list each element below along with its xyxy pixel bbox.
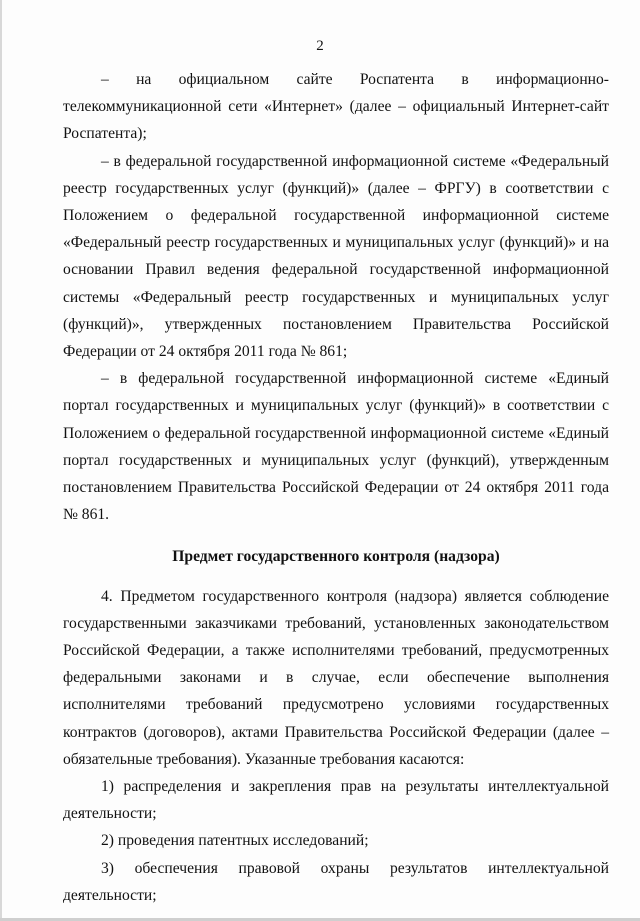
paragraph-epgu: – в федеральной государственной информационной системе «Единый портал государственных и муниципальных услуг (функций)» в соответствии с Положением о федеральной государственной информационной системе «Единый портал государственных и муниципальных услуг (функций), утвержденным постановлением Правительства Российской Федерации от 24 октября 2011 года № 861. (63, 370, 609, 524)
document-body (63, 66, 609, 909)
list-item-1: 1) распределения и закрепления прав на результаты интеллектуальной деятельности; (63, 778, 609, 823)
list-item-2: 2) проведения патентных исследований; (101, 832, 369, 850)
paragraph-subject-of-control: 4. Предметом государственного контроля (надзора) является соблюдение государственными заказчиками требований, установленных законодательством Российской Федерации, а также исполнителями требований, предусмотренных федеральными законами и в случае, если обеспечение выполнения исполнителями требований предусмотрено условиями государственных контрактов (договоров), актами Правительства Российской Федерации (далее – обязательные требования). Указанные требования касаются: (63, 587, 609, 768)
paragraph-frgu: – в федеральной государственной информационной системе «Федеральный реестр государственных услуг (функций)» (далее – ФРГУ) в соответствии с Положением о федеральной государственной информационной системе «Федеральный реестр государственных и муниципальных услуг (функций)» и на основании Правил ведения федеральной государственной информационной системы «Федеральный реестр государственных и муниципальных услуг (функций)», утвержденных постановлением Правительства Российской Федерации от 24 октября 2011 года № 861; (63, 152, 609, 361)
section-heading: Предмет государственного контроля (надзора) (172, 548, 500, 566)
page-number: 2 (316, 38, 324, 54)
paragraph-official-site: – на официальном сайте Роспатента в информационно-телекоммуникационной сети «Интернет» (далее – официальный Интернет-сайт Роспатента); (63, 71, 609, 143)
scan-edge-left (0, 0, 2, 921)
list-item-3: 3) обеспечения правовой охраны результатов интеллектуальной деятельности; (63, 859, 609, 904)
